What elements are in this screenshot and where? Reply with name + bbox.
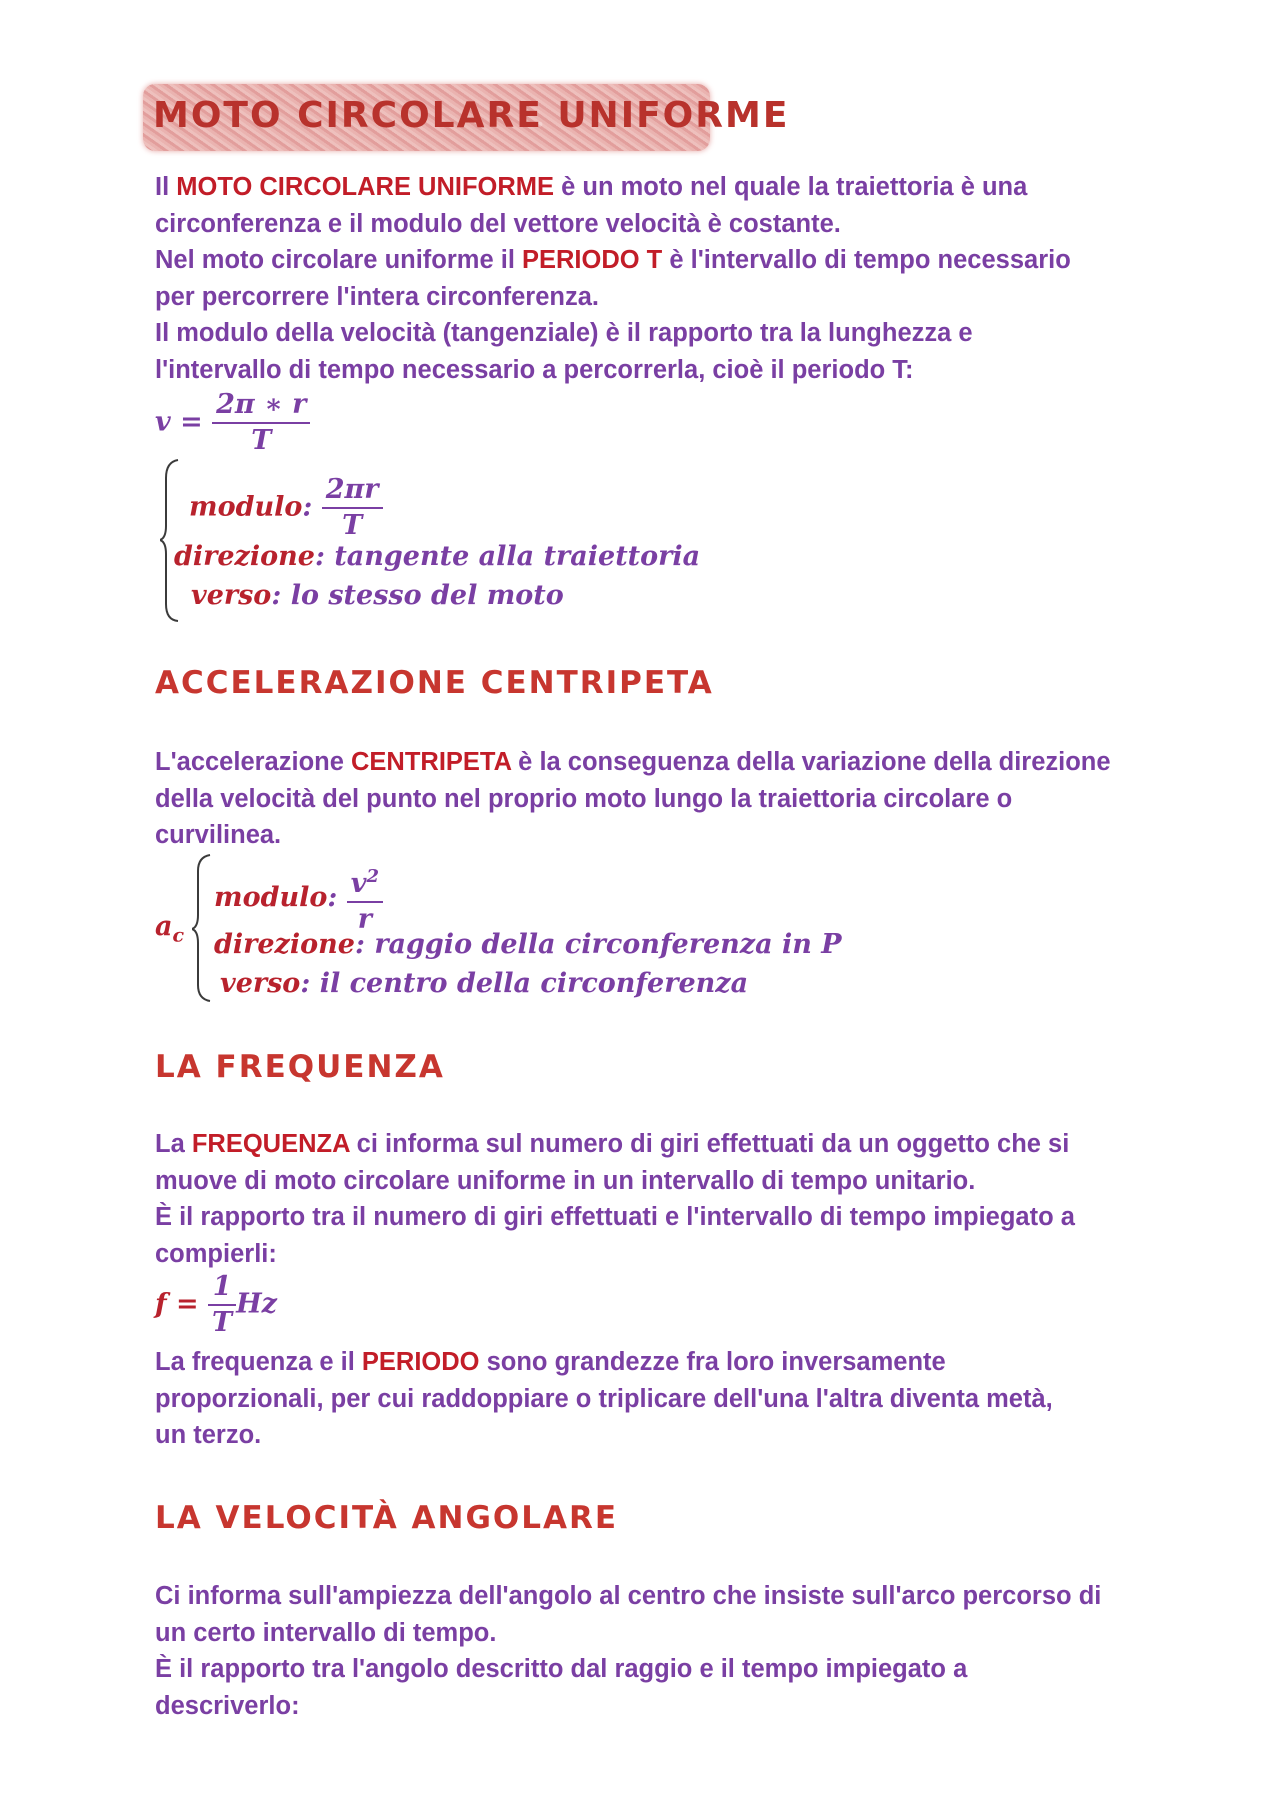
heading-frequenza: LA FREQUENZA — [155, 1049, 445, 1085]
text-line: della velocità del punto nel proprio moto lungo la traiettoria circolare o — [155, 784, 1013, 813]
page-title: MOTO CIRCOLARE UNIFORME — [153, 95, 790, 136]
text-line: La FREQUENZA ci informa sul numero di giri effettuati da un oggetto che si — [155, 1130, 1070, 1158]
text-line: compierli: — [155, 1239, 277, 1268]
text-line: Ci informa sull'ampiezza dell'angolo al centro che insiste sull'arco percorso di — [155, 1582, 1102, 1610]
system-velocity-modulo: modulo: $\frac{2\pi r}{T}$ — [189, 473, 383, 543]
text-line: È il rapporto tra il numero di giri effettuati e l'intervallo di tempo impiegato a — [155, 1203, 1075, 1231]
text-line: per percorrere l'intera circonferenza. — [155, 282, 599, 311]
system-velocity-verso: verso: lo stesso del moto — [191, 580, 564, 611]
section3-text — [155, 1126, 1165, 1272]
section1-text — [155, 169, 1165, 388]
heading-accelerazione: ACCELERAZIONE CENTRIPETA — [155, 665, 714, 701]
text-line: Il modulo della velocità (tangenziale) è il rapporto tra la lunghezza e — [155, 319, 973, 347]
heading-velocita-angolare: LA VELOCITÀ ANGOLARE — [155, 1500, 619, 1536]
text-line: L'accelerazione CENTRIPETA è la conseguenza della variazione della direzione — [155, 748, 1111, 776]
text-line: un certo intervallo di tempo. — [155, 1618, 497, 1647]
system-accel-verso: verso: il centro della circonferenza — [220, 968, 749, 999]
formula-velocity: v = $\frac{2\pi ∗ r}{T}$ — [155, 388, 310, 458]
text-line: Il MOTO CIRCOLARE UNIFORME è un moto nel quale la traiettoria è una — [155, 173, 1028, 201]
left-brace — [192, 853, 214, 1003]
formula-frequency: f = $\frac{1}{T}$ Hz — [155, 1271, 277, 1338]
text-line: circonferenza e il modulo del vettore velocità è costante. — [155, 209, 841, 238]
section2-text — [155, 744, 1165, 854]
text-line: l'intervallo di tempo necessario a percorrerla, cioè il periodo T: — [155, 355, 914, 384]
text-line: descriverlo: — [155, 1691, 300, 1720]
text-line: La frequenza e il PERIODO sono grandezze fra loro inversamente — [155, 1348, 946, 1376]
section4-text — [155, 1578, 1165, 1724]
title-banner — [143, 84, 790, 151]
system-velocity-direzione: direzione: tangente alla traiettoria — [174, 541, 701, 572]
system-accel-lhs: $a_c$ — [155, 911, 185, 947]
text-line: un terzo. — [155, 1421, 262, 1449]
text-line: muove di moto circolare uniforme in un intervallo di tempo unitario. — [155, 1166, 976, 1195]
text-line: proporzionali, per cui raddoppiare o triplicare dell'una l'altra diventa metà, — [155, 1384, 1053, 1413]
text-line: curvilinea. — [155, 821, 282, 849]
text-line: Nel moto circolare uniforme il PERIODO T è l'intervallo di tempo necessario — [155, 246, 1071, 274]
text-line: È il rapporto tra l'angolo descritto dal raggio e il tempo impiegato a — [155, 1655, 968, 1683]
section3-text-2 — [155, 1344, 1165, 1454]
system-accel-direzione: direzione: raggio della circonferenza in P — [214, 929, 842, 960]
system-accel-modulo: modulo: $\frac{v^2}{r}$ — [214, 860, 383, 937]
